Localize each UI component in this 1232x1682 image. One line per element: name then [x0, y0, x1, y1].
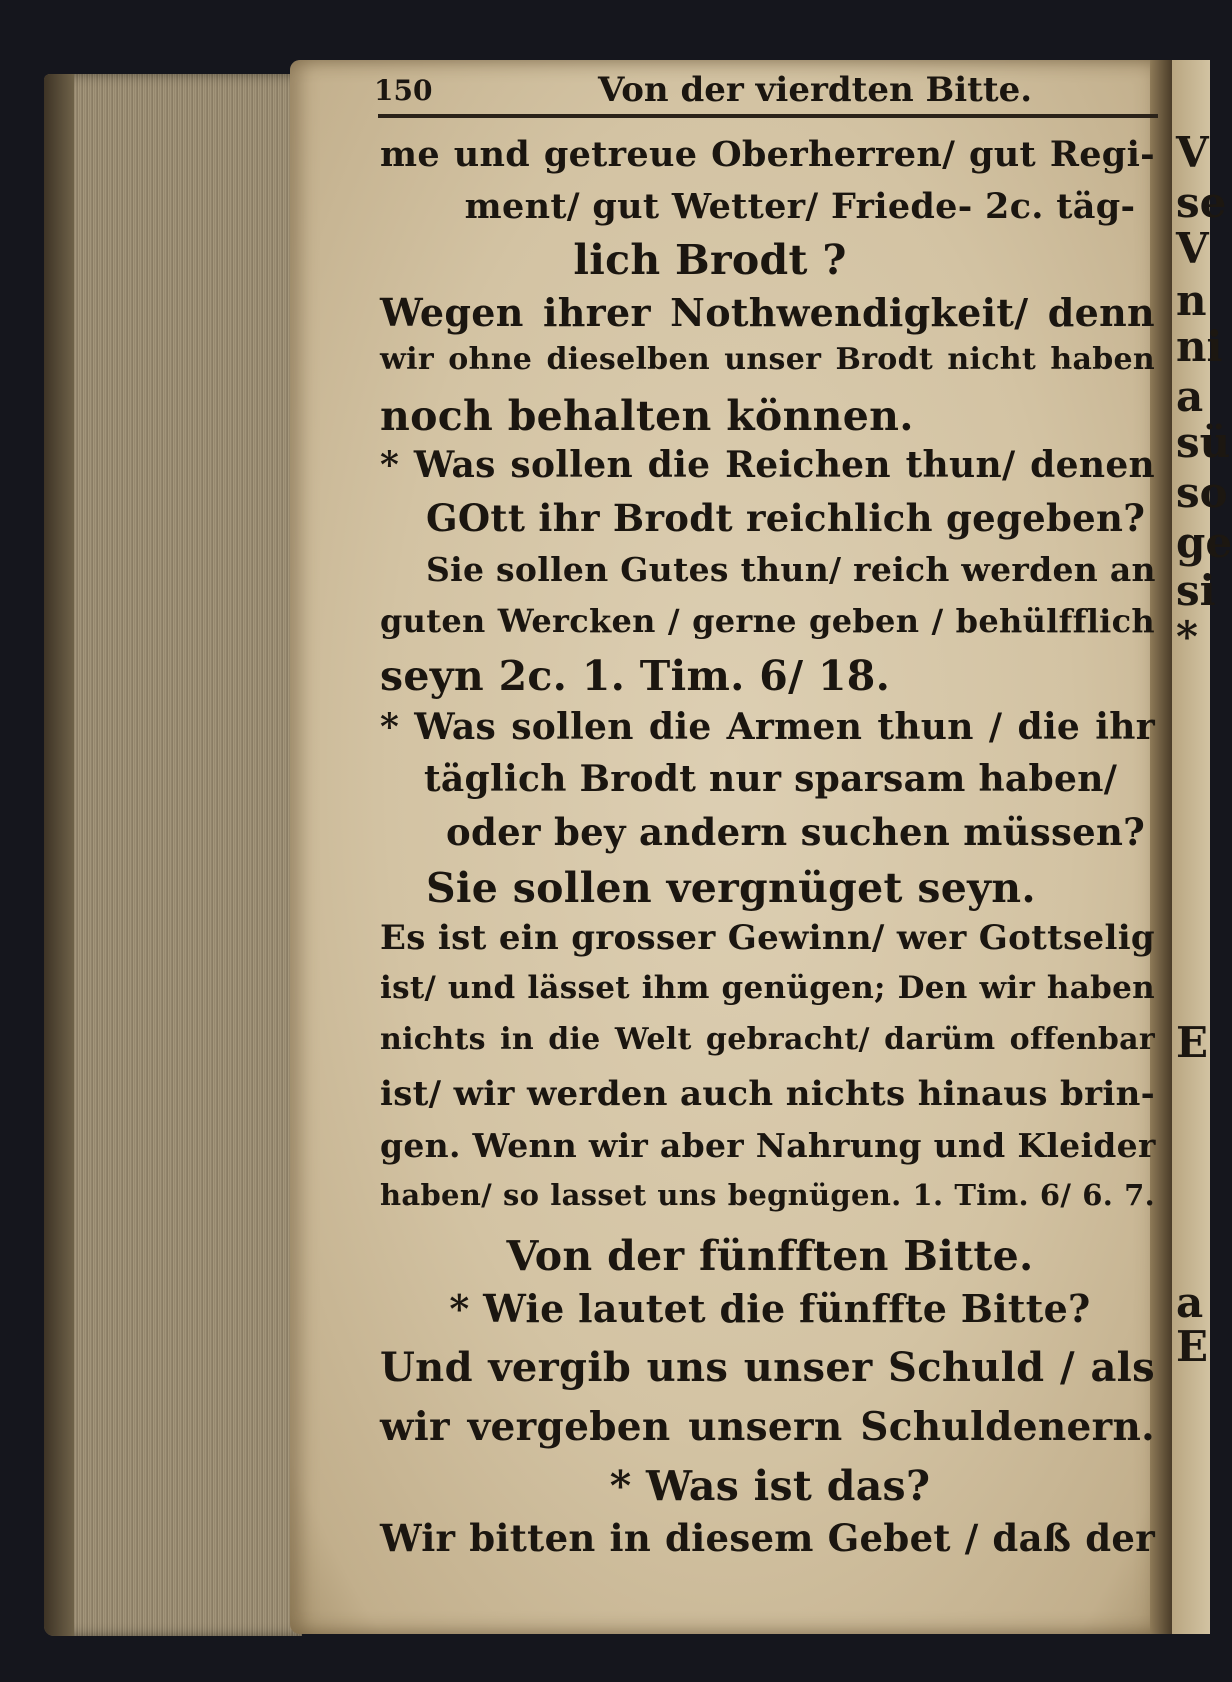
facing-page-fragment: V [1176, 224, 1209, 273]
facing-page-fragment: * [1176, 612, 1198, 661]
prayer-line: wir vergeben unsern Schuldenern. [380, 1404, 1155, 1450]
facing-page-fragment: ni [1176, 322, 1223, 371]
text-line: me und getreue Oberherren/ gut Regi- [380, 134, 1155, 175]
text-line: Wegen ihrer Nothwendigkeit/ denn [380, 290, 1155, 335]
text-line: ist/ und lässet ihm genügen; Den wir haben [380, 970, 1155, 1006]
text-line: GOtt ihr Brodt reichlich gegeben? [426, 496, 1146, 540]
facing-page-fragment: sü [1176, 418, 1231, 467]
facing-page-edge [1172, 60, 1232, 1634]
section-heading: Von der fünfften Bitte. [506, 1232, 1034, 1280]
text-line: Sie sollen vergnüget seyn. [426, 864, 1036, 912]
text-line: täglich Brodt nur sparsam haben/ [424, 758, 1118, 800]
facing-page-fragment: ge [1176, 518, 1232, 567]
facing-page-fragment: a [1176, 1278, 1204, 1327]
text-line: seyn 2c. 1. Tim. 6/ 18. [380, 652, 891, 700]
facing-page-fragment: si [1176, 566, 1216, 615]
text-line: Wir bitten in diesem Gebet / daß der [380, 1516, 1155, 1560]
header-rule [378, 114, 1158, 118]
text-line: wir ohne dieselben unser Brodt nicht haben [380, 342, 1155, 377]
text-line: ment/ gut Wetter/ Friede- 2c. täg- [464, 186, 1136, 227]
question-line: * Wie lautet die fünffte Bitte? [449, 1286, 1091, 1331]
text-line: * Was sollen die Reichen thun/ denen [380, 444, 1155, 486]
facing-page-fragment: n [1176, 276, 1207, 325]
text-line: Es ist ein grosser Gewinn/ wer Gottselig [380, 918, 1155, 958]
running-title: Von der vierdten Bitte. [598, 70, 1033, 110]
facing-page-fragment: V [1176, 128, 1209, 177]
facing-page-fragment: E [1176, 1018, 1209, 1067]
text-line: gen. Wenn wir aber Nahrung und Kleider [380, 1126, 1156, 1165]
text-line: nichts in die Welt gebracht/ darüm offenbar [380, 1022, 1155, 1057]
text-line: oder bey andern suchen müssen? [446, 810, 1146, 854]
facing-page-fragment: E [1176, 1322, 1209, 1371]
facing-page-fragment: se [1176, 178, 1227, 227]
page-number: 150 [374, 74, 433, 107]
question-line: * Was ist das? [609, 1462, 931, 1510]
book-spine-shadow [44, 74, 74, 1636]
text-line: * Was sollen die Armen thun / die ihr [380, 706, 1155, 748]
text-line: haben/ so lasset uns begnügen. 1. Tim. 6/ 6. 7. [380, 1178, 1155, 1212]
facing-page-fragment: so [1176, 468, 1228, 517]
page-edges [44, 74, 302, 1636]
text-line: noch behalten können. [380, 392, 914, 440]
text-line: Sie sollen Gutes thun/ reich werden an [426, 550, 1156, 589]
text-line: lich Brodt ? [573, 236, 847, 284]
facing-page-fragment: a [1176, 372, 1204, 421]
text-line: ist/ wir werden auch nichts hinaus brin- [380, 1074, 1155, 1114]
prayer-line: Und vergib uns unser Schuld / als [380, 1344, 1155, 1391]
text-line: guten Wercken / gerne geben / behülfflich [380, 602, 1155, 640]
